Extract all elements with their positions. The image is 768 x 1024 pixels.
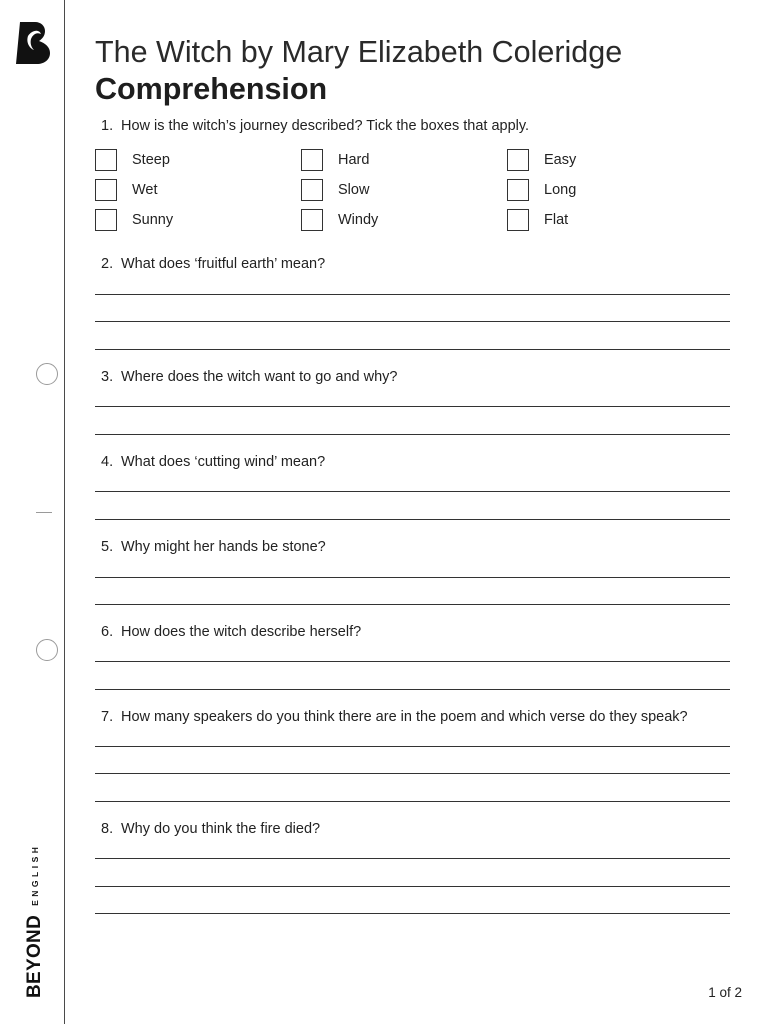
checkbox-flat[interactable] xyxy=(507,209,529,231)
checkbox-wet[interactable] xyxy=(95,179,117,201)
option-label: Easy xyxy=(544,152,577,168)
answer-line[interactable] xyxy=(95,746,730,747)
question-text: What does ‘fruitful earth’ mean? xyxy=(121,256,326,272)
option-label: Wet xyxy=(132,182,158,198)
checkbox-windy[interactable] xyxy=(301,209,323,231)
option-windy[interactable] xyxy=(301,209,507,231)
answer-line[interactable] xyxy=(95,349,730,350)
checkbox-easy[interactable] xyxy=(507,149,529,171)
page-indicator: 1 of 2 xyxy=(708,985,742,1000)
option-label: Long xyxy=(544,182,577,198)
page-title xyxy=(95,34,622,108)
brand-logo-icon xyxy=(15,21,51,65)
option-easy[interactable] xyxy=(507,149,713,171)
question-text: What does ‘cutting wind’ mean? xyxy=(121,454,326,470)
fold-mark xyxy=(36,512,52,513)
checkbox-long[interactable] xyxy=(507,179,529,201)
question-1 xyxy=(101,117,529,135)
question-number: 3. xyxy=(101,369,114,385)
option-wet[interactable] xyxy=(95,179,301,201)
answer-line[interactable] xyxy=(95,491,730,492)
answer-line[interactable] xyxy=(95,321,730,322)
question-text: How many speakers do you think there are in the poem and which verse do they speak? xyxy=(121,709,688,725)
question-3 xyxy=(101,368,397,386)
answer-line[interactable] xyxy=(95,801,730,802)
question-number: 6. xyxy=(101,624,114,640)
tick-box-options xyxy=(95,149,713,231)
option-label: Sunny xyxy=(132,212,174,228)
option-label: Hard xyxy=(338,152,370,168)
answer-line[interactable] xyxy=(95,773,730,774)
option-label: Windy xyxy=(338,212,379,228)
answer-line[interactable] xyxy=(95,519,730,520)
option-label: Flat xyxy=(544,212,569,228)
option-hard[interactable] xyxy=(301,149,507,171)
margin-rule xyxy=(64,0,65,1024)
question-7 xyxy=(101,708,688,726)
option-steep[interactable] xyxy=(95,149,301,171)
brand-wordmark xyxy=(25,844,45,998)
option-long[interactable] xyxy=(507,179,713,201)
option-slow[interactable] xyxy=(301,179,507,201)
worksheet-title: The Witch by Mary Elizabeth Coleridge xyxy=(95,35,623,69)
checkbox-steep[interactable] xyxy=(95,149,117,171)
question-text: Where does the witch want to go and why? xyxy=(121,369,398,385)
question-text: How is the witch’s journey described? Tick the boxes that apply. xyxy=(121,118,530,134)
question-6 xyxy=(101,623,361,641)
answer-line[interactable] xyxy=(95,661,730,662)
option-sunny[interactable] xyxy=(95,209,301,231)
answer-line[interactable] xyxy=(95,858,730,859)
checkbox-sunny[interactable] xyxy=(95,209,117,231)
answer-line[interactable] xyxy=(95,577,730,578)
question-text: How does the witch describe herself? xyxy=(121,624,362,640)
question-text: Why might her hands be stone? xyxy=(121,539,326,555)
answer-line[interactable] xyxy=(95,604,730,605)
question-number: 7. xyxy=(101,709,114,725)
punch-hole-marker xyxy=(36,363,58,385)
question-4 xyxy=(101,453,325,471)
brand-name-english: ENGLISH xyxy=(30,843,40,906)
answer-line[interactable] xyxy=(95,913,730,914)
option-label: Steep xyxy=(132,152,170,168)
answer-line[interactable] xyxy=(95,434,730,435)
question-number: 2. xyxy=(101,256,114,272)
question-2 xyxy=(101,255,325,273)
brand-name-beyond: BEYOND xyxy=(24,914,45,998)
checkbox-slow[interactable] xyxy=(301,179,323,201)
question-8 xyxy=(101,820,320,838)
answer-line[interactable] xyxy=(95,294,730,295)
punch-hole-marker xyxy=(36,639,58,661)
checkbox-hard[interactable] xyxy=(301,149,323,171)
question-text: Why do you think the fire died? xyxy=(121,821,321,837)
answer-line[interactable] xyxy=(95,406,730,407)
question-number: 1. xyxy=(101,118,114,134)
question-5 xyxy=(101,538,326,556)
answer-line[interactable] xyxy=(95,886,730,887)
question-number: 5. xyxy=(101,539,114,555)
question-number: 8. xyxy=(101,821,114,837)
worksheet-subtitle: Comprehension xyxy=(95,72,328,106)
option-label: Slow xyxy=(338,182,370,198)
option-flat[interactable] xyxy=(507,209,713,231)
question-number: 4. xyxy=(101,454,114,470)
answer-line[interactable] xyxy=(95,689,730,690)
